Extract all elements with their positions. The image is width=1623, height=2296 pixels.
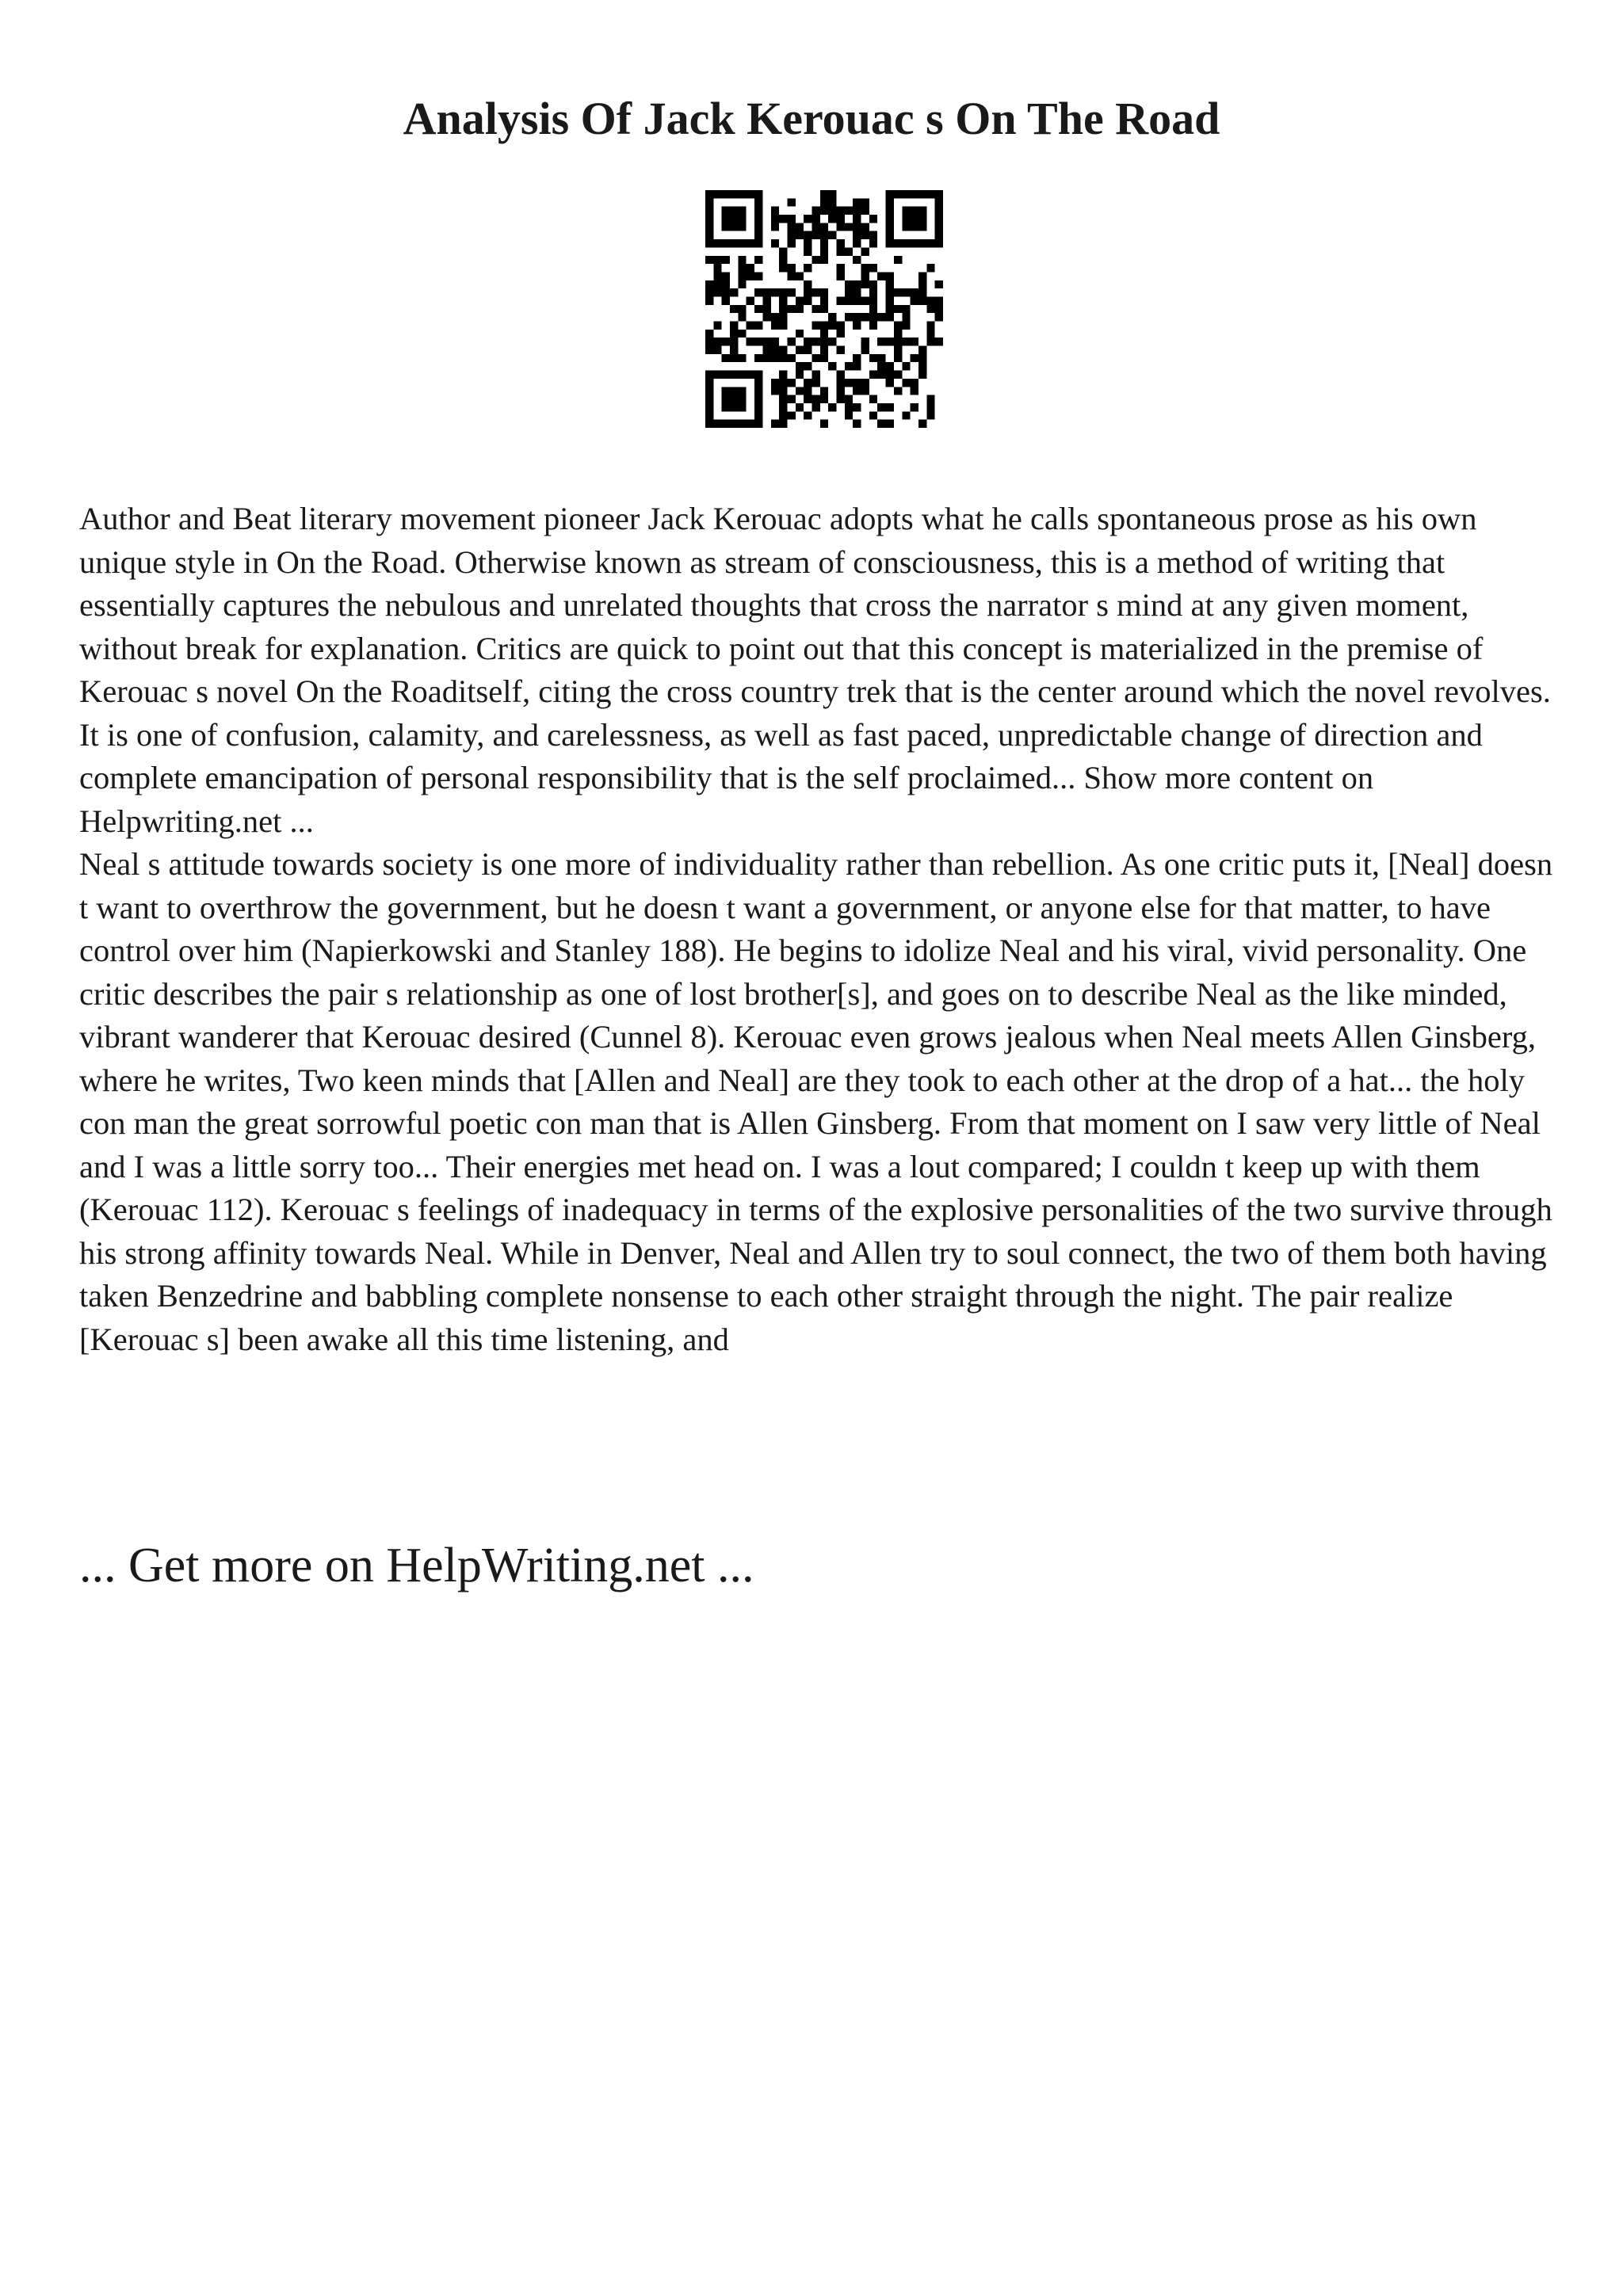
article-body (79, 498, 1569, 1361)
paragraph: Author and Beat literary movement pioneer Jack Kerouac adopts what he calls spontaneous prose as his own unique style in On the Road. Otherwise known as stream of consciousness, this is a method of writing that essentially captures the nebulous and unrelated thoughts that cross the narrator s mind at any given moment, without break for explanation. Critics are quick to point out that this concept is materialized in the premise of Kerouac s novel On the Roaditself, citing the cross country trek that is the center around which the novel revolves. It is one of confusion, calamity, and carelessness, as well as fast paced, unpredictable change of direction and complete emancipation of personal responsibility that is the self proclaimed... Show more content on Helpwriting.net ... (79, 501, 1551, 839)
paragraph: Neal s attitude towards society is one more of individuality rather than rebellion. As one critic puts it, [Neal] doesn t want to overthrow the government, but he doesn t want a government, or anyone else for that matter, to have control over him (Napierkowski and Stanley 188). He begins to idolize Neal and his viral, vivid personality. One critic describes the pair s relationship as one of lost brother[s], and goes on to describe Neal as the like minded, vibrant wanderer that Kerouac desired (Cunnel 8). Kerouac even grows jealous when Neal meets Allen Ginsberg, where he writes, Two keen minds that [Allen and Neal] are they took to each other at the drop of a hat... the holy con man the great sorrowful poetic con man that is Allen Ginsberg. From that moment on I saw very little of Neal and I was a little sorry too... Their energies met head on. I was a lout compared; I couldn t keep up with them (Kerouac 112). Kerouac s feelings of inadequacy in terms of the explosive personalities of the two survive through his strong affinity towards Neal. While in Denver, Neal and Allen try to soul connect, the two of them both having taken Benzedrine and babbling complete nonsense to each other straight through the night. The pair realize [Kerouac s] been awake all this time listening, and (79, 846, 1553, 1357)
qr-code-icon (705, 190, 943, 428)
page-title: Analysis Of Jack Kerouac s On The Road (403, 93, 1220, 144)
get-more-link[interactable]: ... Get more on HelpWriting.net ... (79, 1539, 754, 1592)
